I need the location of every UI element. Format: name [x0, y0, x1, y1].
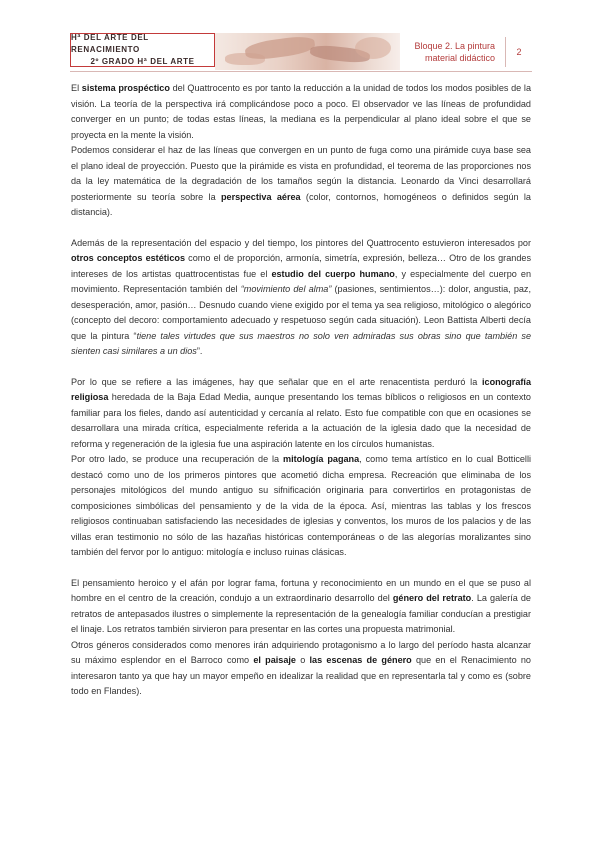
header-artwork-banner	[215, 33, 400, 70]
course-title: Hª DEL ARTE DEL RENACIMIENTO	[71, 33, 149, 54]
body-paragraph	[71, 143, 531, 221]
paragraph-text: , como tema artístico en lo cual Botticelli destacó como uno de los primeros pintores que acometió dicha empresa. Recreación que eliminaba de los personajes mitológicos del mundo antiguo su sifnificación originaria para convertirlos en protagonistas de composiciones simbólicas del pensamiento y de la vida de la época. Así, mientras las tablas y los frescos religiosos continuaban satisfaciendo las necesidades de iglesias y conventos, los muros de los palacios y de las villas eran testimonio no sólo de las hazañas históricas contemporáneas o de las alegorías moralizantes sino también del fervor por lo antiguo: mitología e incluso ruinas clásicas.	[71, 454, 531, 557]
paragraph-text: (pasiones, sentimientos…): dolor, angustia, paz, desesperación, amor, pasión… Desnudo cuando viene exigido por el tema ya sea religioso, mitológico o alegórico (concepto del decoro: comportamiento adecuado y respetuoso según cada situación). Leon Battista Alberti decía que la pintura “	[71, 284, 532, 341]
paragraph-text: del Quattrocento es por tanto la reducción a la unidad de todos los modos posibles de la visión. La teoría de la perspectiva irá complicándose poco a poco. El observador ve las líneas de profundidad converger en un punto; de todas estas líneas, la mediana es la perpendicular al plano ideal sobre el que se proyecta en la mente la visión.	[71, 83, 531, 140]
bold-term: perspectiva aérea	[220, 191, 301, 202]
paragraph-text: o	[295, 655, 310, 665]
bold-term: mitología pagana	[283, 454, 360, 464]
body-paragraph	[71, 236, 531, 360]
paragraph-text: Podemos considerar el haz de las líneas que convergen en un punto de fuga como una pirámide cuya base sea el plano ideal de proyección. Puesto que la pirámide es vista en profundidad, el teorema de las proporciones nos da la ley matemática de la degradación de los tamaños según la distancia. Leonardo da Vinci desarrollará posteriormente su teoría sobre la	[71, 145, 531, 202]
paragraph-text: ”.	[196, 346, 203, 356]
section-subtitle: material didáctico	[424, 53, 495, 63]
paragraph-text: . La galería de retratos de antepasados ilustres o simplemente la representación de la genealogía familiar conducían a prestigiar el linaje. Los retratos también sirvieron para presentar en las cortes una propuesta matrimonial.	[71, 593, 531, 634]
bold-term: estudio del cuerpo humano	[271, 268, 395, 279]
paragraph-text: Otros géneros considerados como menores irán adquiriendo protagonismo a lo largo del período hasta alcanzar su máximo esplendor en el Barroco como	[71, 639, 531, 665]
page-header	[70, 33, 532, 72]
body-paragraph	[71, 576, 531, 638]
bold-term: otros conceptos estéticos	[71, 253, 185, 263]
paragraph-text: El pensamiento heroico y el afán por lograr fama, fortuna y reconocimiento en un mundo en el que se puso al hombre en el centro de la creación, condujo a un extraordinario desarrollo del	[71, 577, 531, 603]
paragraph-text: heredada de la Baja Edad Media, aunque presentando los temas bíblicos o religiosos en un contexto familiar para los fieles, dando así autenticidad y cercanía al relato. Esto fue compatible con que en ocasiones se desarrollara una mirada crítica, especialmente referida a la actuación de la iglesia dado que la necesidad de reforma y regeneración de la iglesia fue una aspiración latente en los círculos humanistas.	[71, 392, 531, 449]
paragraph-text: (color, contornos, homogéneos o definidos según la distancia).	[71, 191, 531, 217]
document-body	[71, 81, 531, 700]
body-paragraph	[71, 375, 531, 453]
bold-term: las escenas de género	[309, 655, 412, 665]
course-subtitle: 2º GRADO Hª DEL ARTE	[90, 57, 195, 66]
course-title-box	[70, 33, 215, 67]
page-number: 2	[516, 47, 522, 57]
italic-quote: “movimiento del alma”	[240, 284, 332, 294]
section-title: Bloque 2. La pintura	[414, 41, 495, 51]
body-paragraph	[71, 638, 531, 700]
paragraph-text: que en el Renacimiento no interesaron tanto ya que hay un mayor empeño en idealizar la realidad que en representarla tal y como es (sobre todo en Flandes).	[71, 655, 531, 696]
paragraph-text: como el de proporción, armonía, simetría, expresión, belleza… Otro de los grandes intereses de los artistas quattrocentistas fue el	[71, 253, 531, 279]
paragraph-text: , y especialmente del cuerpo en movimiento. Representación también del	[71, 268, 532, 294]
italic-quote: tiene tales virtudes que sus maestros no solo ven admiradas sus obras sino que también se sienten casi similares a un dios	[71, 330, 532, 356]
body-paragraph	[71, 81, 531, 143]
bold-term: el paisaje	[253, 655, 296, 665]
section-label	[400, 33, 505, 71]
bold-term: iconografía religiosa	[71, 376, 531, 402]
bold-term: sistema prospéctico	[81, 83, 170, 93]
paragraph-text: Por otro lado, se produce una recuperación de la	[71, 454, 284, 464]
bold-term: género del retrato	[392, 593, 472, 603]
paragraph-text: El	[71, 83, 82, 93]
paragraph-text: Por lo que se refiere a las imágenes, hay que señalar que en el arte renacentista perduró la	[71, 376, 482, 387]
paragraph-text: Además de la representación del espacio y del tiempo, los pintores del Quattrocento estuvieron interesados por	[71, 237, 531, 248]
body-paragraph	[71, 452, 531, 561]
